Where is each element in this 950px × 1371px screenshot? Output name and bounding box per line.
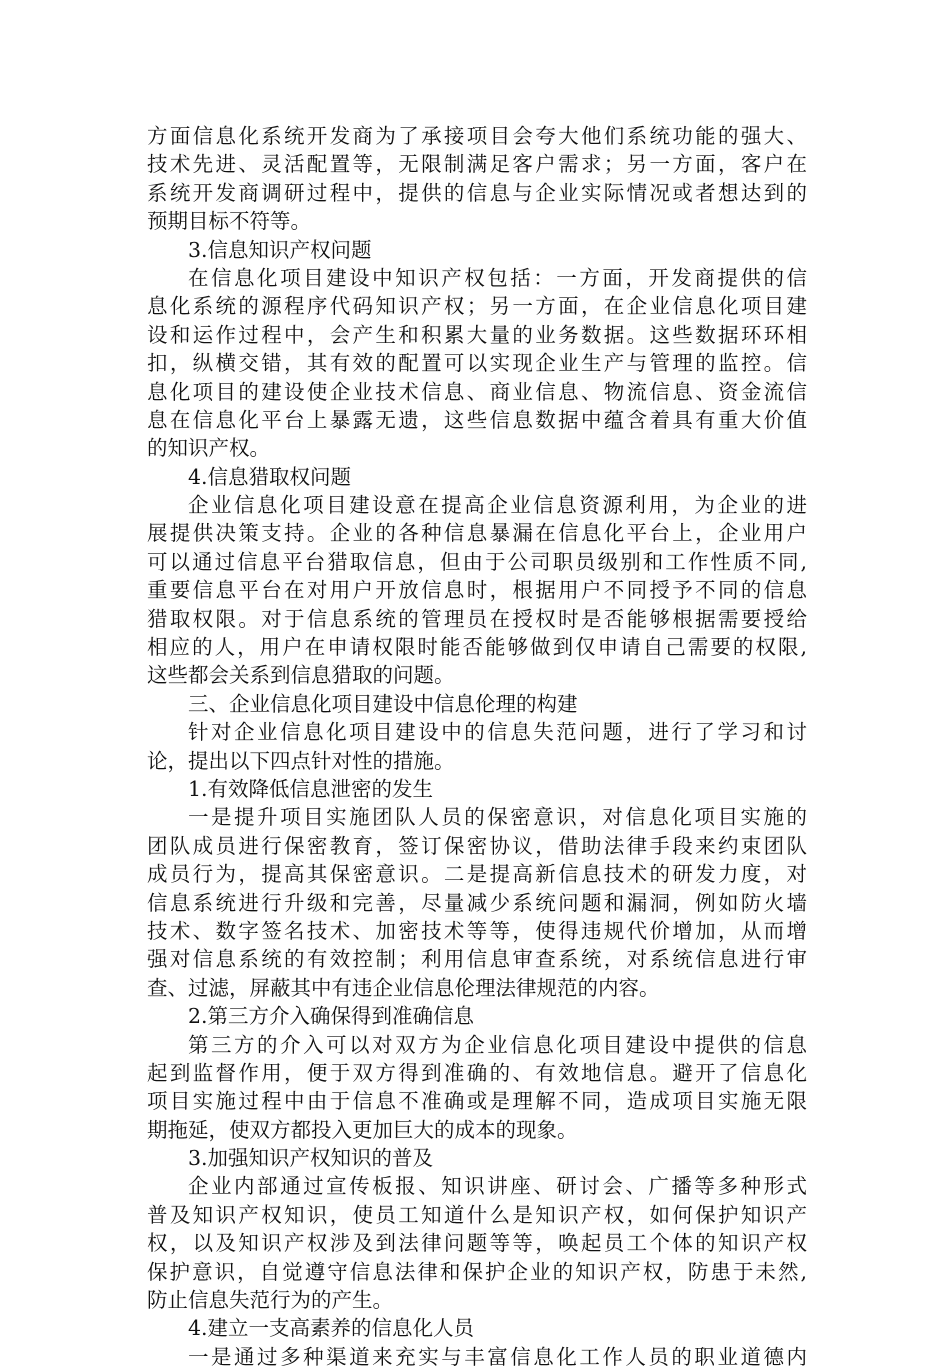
text-line: 设和运作过程中，会产生和积累大量的业务数据。这些数据环环相 — [147, 322, 807, 347]
text-line: 信息系统进行升级和完善，尽量减少系统问题和漏洞，例如防火墙 — [147, 890, 807, 915]
text-line: 这些都会关系到信息猎取的问题。 — [147, 663, 455, 688]
text-line: 相应的人，用户在申请权限时能否能够做到仅申请自己需要的权限, — [147, 635, 807, 660]
text-line: 企业信息化项目建设意在提高企业信息资源利用，为企业的进 — [188, 493, 807, 518]
text-line: 起到监督作用，便于双方得到准确的、有效地信息。避开了信息化 — [147, 1060, 807, 1085]
text-line: 三、企业信息化项目建设中信息伦理的构建 — [188, 691, 578, 716]
text-line: 展提供决策支持。企业的各种信息暴漏在信息化平台上，企业用户 — [147, 521, 807, 546]
text-line: 项目实施过程中由于信息不准确或是理解不同，造成项目实施无限 — [147, 1089, 807, 1114]
text-line: 1.有效降低信息泄密的发生 — [188, 776, 434, 801]
text-line: 2.第三方介入确保得到准确信息 — [188, 1004, 475, 1029]
text-line: 第三方的介入可以对双方为企业信息化项目建设中提供的信息 — [188, 1032, 807, 1057]
text-line: 息化系统的源程序代码知识产权；另一方面，在企业信息化项目建 — [147, 294, 807, 319]
text-line: 论，提出以下四点针对性的措施。 — [147, 748, 455, 773]
text-line: 权，以及知识产权涉及到法律问题等等，唤起员工个体的知识产权 — [147, 1231, 807, 1256]
text-line: 普及知识产权知识，使员工知道什么是知识产权，如何保护知识产 — [147, 1202, 807, 1227]
document-body — [147, 122, 807, 1371]
text-line: 成员行为，提高其保密意识。二是提高新信息技术的研发力度，对 — [147, 862, 807, 887]
text-line: 强对信息系统的有效控制；利用信息审查系统，对系统信息进行审 — [147, 947, 807, 972]
text-line: 团队成员进行保密教育，签订保密协议，借助法律手段来约束团队 — [147, 833, 807, 858]
text-line: 针对企业信息化项目建设中的信息失范问题，进行了学习和讨 — [188, 720, 807, 745]
text-line: 技术、数字签名技术、加密技术等等，使得违规代价增加，从而增 — [147, 918, 807, 943]
text-line: 3.加强知识产权知识的普及 — [188, 1146, 434, 1171]
text-line: 查、过滤，屏蔽其中有违企业信息伦理法律规范的内容。 — [147, 975, 660, 1000]
text-line: 猎取权限。对于信息系统的管理员在授权时是否能够根据需要授给 — [147, 606, 807, 631]
text-line: 期拖延，使双方都投入更加巨大的成本的现象。 — [147, 1117, 578, 1142]
text-line: 一是提升项目实施团队人员的保密意识，对信息化项目实施的 — [188, 805, 807, 830]
text-line: 4.建立一支高素养的信息化人员 — [188, 1316, 475, 1341]
text-line: 防止信息失范行为的产生。 — [147, 1288, 393, 1313]
text-line: 在信息化项目建设中知识产权包括：一方面，开发商提供的信 — [188, 265, 807, 290]
text-line: 预期目标不符等。 — [147, 209, 311, 234]
text-line: 扣，纵横交错，其有效的配置可以实现企业生产与管理的监控。信 — [147, 351, 807, 376]
text-line: 技术先进、灵活配置等，无限制满足客户需求；另一方面，客户在 — [147, 152, 807, 177]
text-line: 可以通过信息平台猎取信息，但由于公司职员级别和工作性质不同, — [147, 549, 807, 574]
text-line: 重要信息平台在对用户开放信息时，根据用户不同授予不同的信息 — [147, 578, 807, 603]
text-line: 息在信息化平台上暴露无遗，这些信息数据中蕴含着具有重大价值 — [147, 407, 807, 432]
text-line: 系统开发商调研过程中，提供的信息与企业实际情况或者想达到的 — [147, 180, 807, 205]
text-line: 方面信息化系统开发商为了承接项目会夸大他们系统功能的强大、 — [147, 124, 807, 148]
text-line: 一是通过多种渠道来充实与丰富信息化工作人员的职业道德内 — [188, 1344, 807, 1369]
text-line: 3.信息知识产权问题 — [188, 237, 372, 262]
text-line: 息化项目的建设使企业技术信息、商业信息、物流信息、资金流信 — [147, 379, 807, 404]
text-line: 保护意识，自觉遵守信息法律和保护企业的知识产权，防患于未然, — [147, 1259, 807, 1284]
text-line: 企业内部通过宣传板报、知识讲座、研讨会、广播等多种形式 — [188, 1174, 807, 1199]
text-line: 4.信息猎取权问题 — [188, 464, 352, 489]
text-line: 的知识产权。 — [147, 436, 270, 461]
